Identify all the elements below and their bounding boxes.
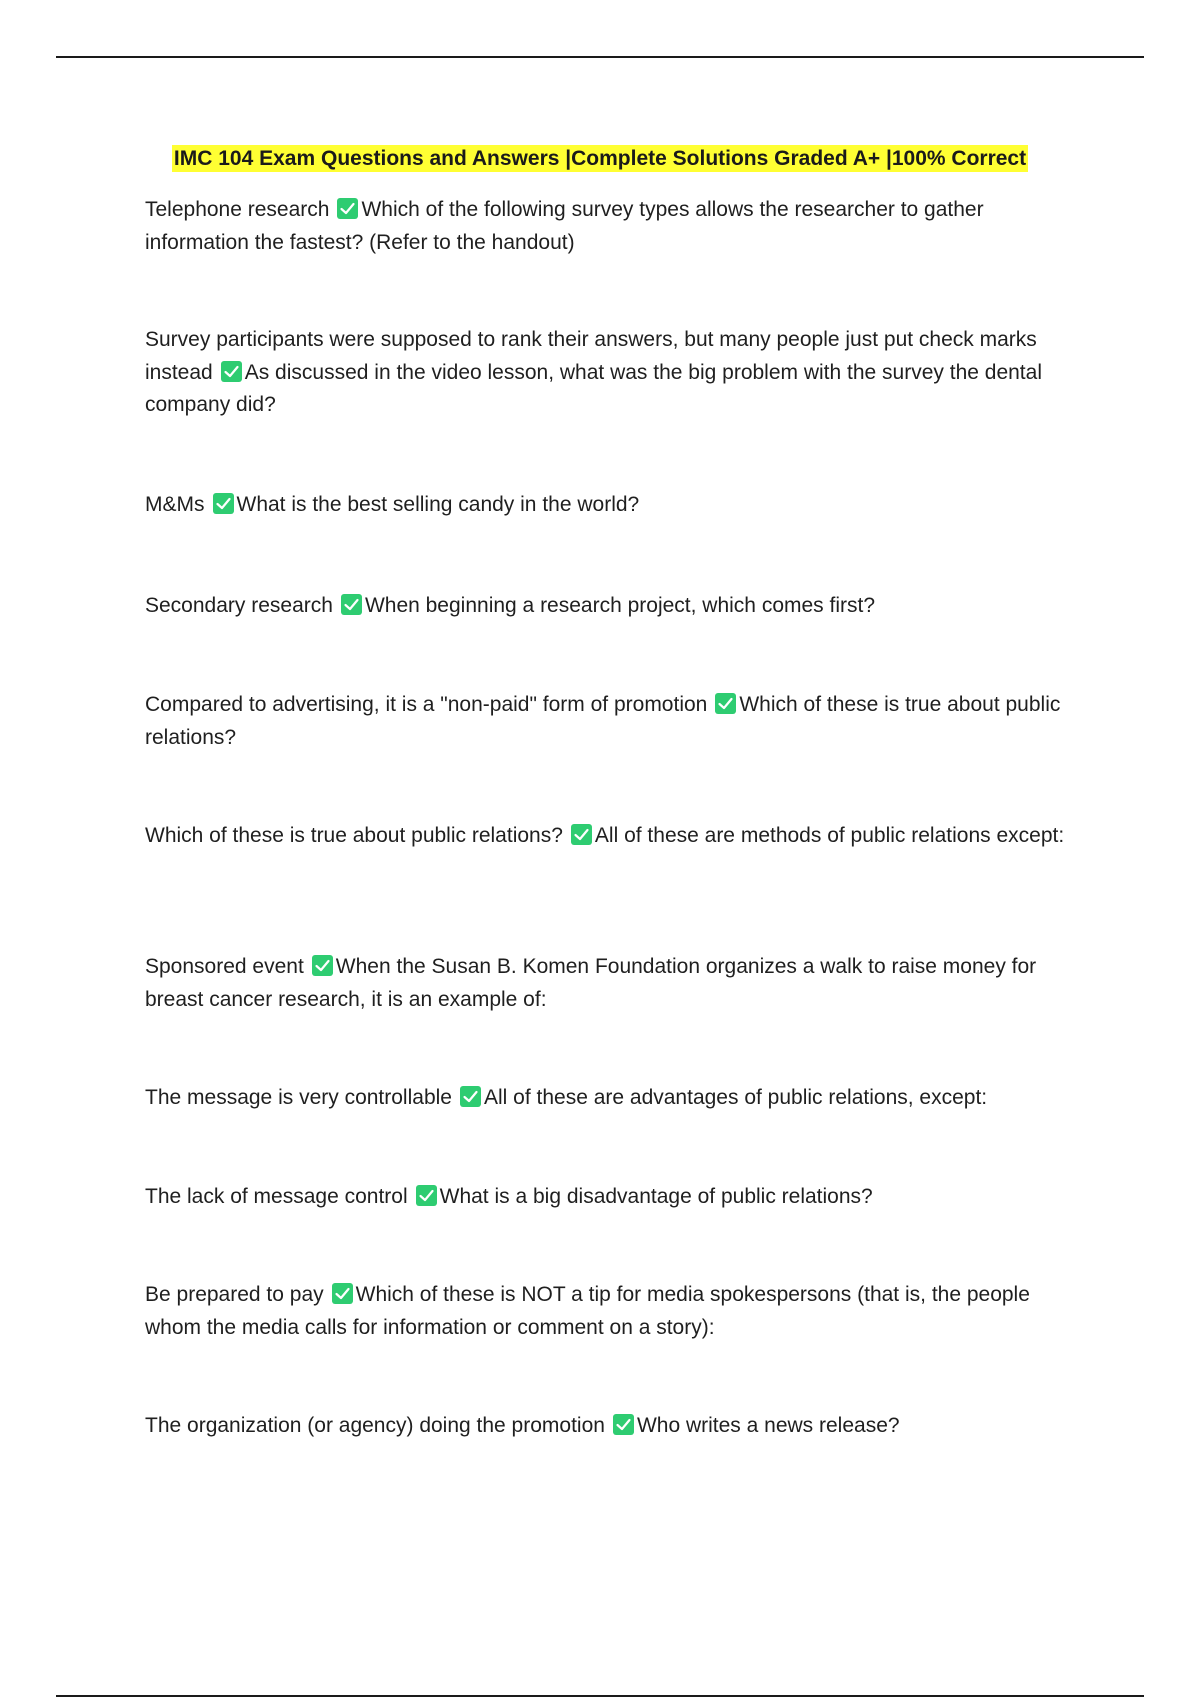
- qa-item: [145, 1279, 1085, 1344]
- check-icon: [460, 1086, 481, 1107]
- answer-text: M&Ms: [145, 493, 205, 516]
- check-icon: [715, 693, 736, 714]
- answer-text: The organization (or agency) doing the promotion: [145, 1414, 605, 1437]
- qa-item: [145, 324, 1085, 422]
- qa-item: [145, 590, 1085, 623]
- qa-item: [145, 1181, 1085, 1214]
- check-icon: [416, 1185, 437, 1206]
- check-icon: [332, 1283, 353, 1304]
- question-text: Which of these is true about public relations?: [145, 693, 1061, 749]
- check-icon: [221, 361, 242, 382]
- answer-text: Telephone research: [145, 198, 330, 221]
- question-text: All of these are methods of public relations except:: [594, 824, 1065, 847]
- title-block: [0, 145, 1200, 172]
- qa-item: [145, 820, 1085, 853]
- qa-item: [145, 194, 1085, 259]
- answer-text: Secondary research: [145, 594, 333, 617]
- question-text: As discussed in the video lesson, what was the big problem with the survey the dental company did?: [145, 360, 1042, 416]
- question-text: What is a big disadvantage of public relations?: [439, 1185, 873, 1208]
- document-title: IMC 104 Exam Questions and Answers |Complete Solutions Graded A+ |100% Correct: [173, 147, 1027, 170]
- header-rule: [56, 56, 1144, 58]
- answer-text: Sponsored event: [145, 955, 304, 978]
- question-text: What is the best selling candy in the world?: [236, 493, 640, 516]
- question-text: Who writes a news release?: [636, 1414, 900, 1437]
- qa-item: [145, 1082, 1085, 1115]
- answer-text: Survey participants were supposed to rank their answers, but many people just put check marks instead: [145, 328, 1037, 384]
- qa-item: [145, 1410, 1085, 1443]
- answer-text: The message is very controllable: [145, 1086, 452, 1109]
- check-icon: [337, 198, 358, 219]
- check-icon: [312, 955, 333, 976]
- question-text: When beginning a research project, which comes first?: [364, 594, 876, 617]
- answer-text: The lack of message control: [145, 1185, 408, 1208]
- check-icon: [213, 493, 234, 514]
- qa-item: [145, 689, 1085, 754]
- footer-rule: [56, 1695, 1144, 1697]
- question-text: When the Susan B. Komen Foundation organizes a walk to raise money for breast cancer research, it is an example of:: [145, 955, 1037, 1011]
- answer-text: Be prepared to pay: [145, 1283, 324, 1306]
- check-icon: [571, 824, 592, 845]
- question-text: Which of the following survey types allows the researcher to gather information the fastest? (Refer to the handout): [145, 198, 984, 254]
- qa-item: [145, 489, 1085, 522]
- qa-item: [145, 951, 1085, 1016]
- answer-text: Which of these is true about public relations?: [145, 824, 563, 847]
- answer-text: Compared to advertising, it is a "non-paid" form of promotion: [145, 693, 708, 716]
- question-text: All of these are advantages of public relations, except:: [483, 1086, 988, 1109]
- check-icon: [613, 1414, 634, 1435]
- question-text: Which of these is NOT a tip for media spokespersons (that is, the people whom the media calls for information or comment on a story):: [145, 1283, 1030, 1339]
- check-icon: [341, 594, 362, 615]
